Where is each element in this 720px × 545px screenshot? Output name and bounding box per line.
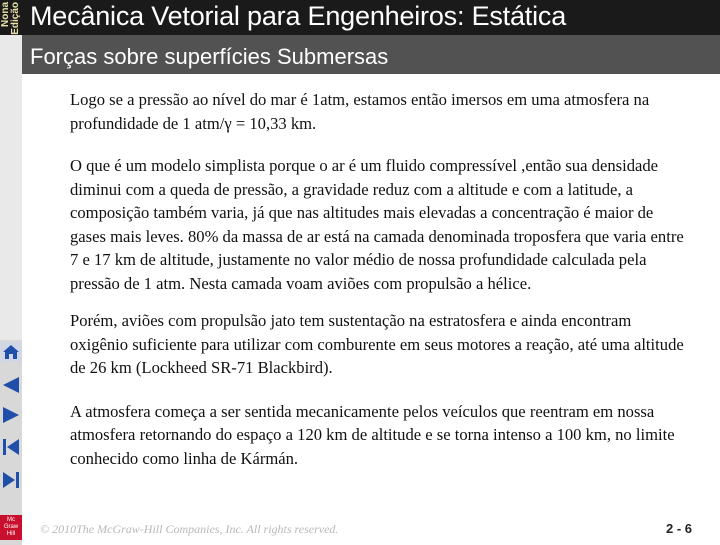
paragraph-4: A atmosfera começa a ser sentida mecanicamente pelos veículos que reentram em nossa atmosfera retornando do espaço a 120 km de altitude e se torna intenso a 100 km, no limite conhecido como linha de Kármán. [70,401,675,468]
page-number: 2 - 6 [666,521,693,536]
slide-body [70,88,690,489]
copyright-notice: © 2010The McGraw-Hill Companies, Inc. All rights reserved. [40,522,339,536]
last-slide-icon[interactable] [1,470,21,490]
home-icon[interactable] [1,342,21,362]
logo-text: Mc Graw Hill [3,517,19,537]
previous-slide-icon[interactable] [1,375,21,395]
first-slide-icon[interactable] [1,437,21,457]
next-slide-icon[interactable] [1,405,21,425]
paragraph-2: O que é um modelo simplista porque o ar é um fluido compressível ,então sua densidade diminui com a queda de pressão, a gravidade reduz com a altitude e com a latitude, a composição também varia, já que nas altitudes mais elevadas a concentração é maior de gases mais leves. 80% da massa de ar está na camada denominada troposfera que varia entre 7 e 17 km de altitude, justamente no valor médio de nossa profundidade calculada pela pressão de 1 atm. Nesta camada voam aviões com propulsão a hélice. [70,156,684,293]
edition-label [0,0,21,46]
paragraph-1: Logo se a pressão ao nível do mar é 1atm, estamos então imersos em uma atmosfera na profundidade de 1 atm/γ = 10,33 km. [70,90,650,133]
slide-title: Mecânica Vetorial para Engenheiros: Estática [30,1,567,31]
slide-subtitle: Forças sobre superfícies Submersas [30,44,389,69]
edition-line-1: Nona [0,2,11,27]
left-sidebar [0,35,22,540]
mcgraw-hill-logo [0,515,22,540]
edition-line-2: Edição [10,2,21,35]
paragraph-3: Porém, aviões com propulsão jato tem sustentação na estratosfera e ainda encontram oxigênio suficiente para utilizar com comburente em seus motores a reação, até uma altitude de 26 km (Lockheed SR-71 Blackbird). [70,311,684,377]
